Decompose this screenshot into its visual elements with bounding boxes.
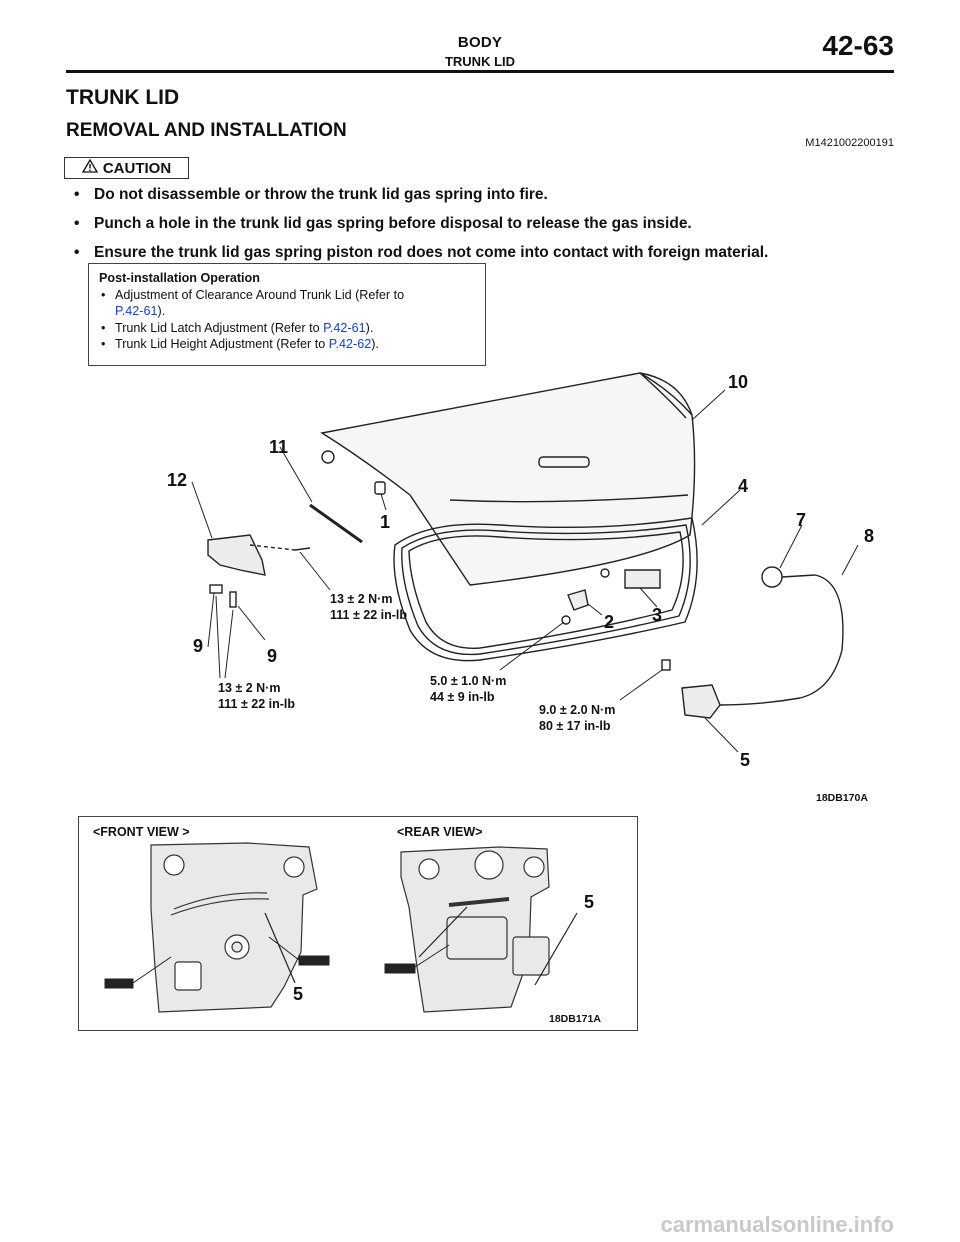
post-installation-item: • Adjustment of Clearance Around Trunk Lid (Refer to P.42-61). <box>99 287 485 320</box>
callout-5: 5 <box>584 892 595 912</box>
page-title: TRUNK LID <box>66 86 180 109</box>
callout-7: 7 <box>796 510 807 530</box>
callout-4: 4 <box>738 476 749 496</box>
rear-view-label: <REAR VIEW> <box>397 825 483 839</box>
page-reference-link[interactable]: P.42-62 <box>328 337 372 351</box>
callout-5: 5 <box>740 750 751 770</box>
callout-5: 5 <box>293 984 304 1004</box>
callout-10: 10 <box>728 372 749 392</box>
latch-views-figure <box>78 816 638 1031</box>
trunk-lid-exploded-diagram <box>80 360 900 805</box>
figure-id: 18DB170A <box>816 792 868 804</box>
header-rule <box>66 70 894 73</box>
callout-12: 12 <box>167 470 188 490</box>
callout-3: 3 <box>652 605 663 625</box>
caution-item: • Punch a hole in the trunk lid gas spring before disposal to release the gas inside. <box>72 209 902 238</box>
subsection-title: TRUNK LID <box>444 54 516 69</box>
post-installation-item: • Trunk Lid Latch Adjustment (Refer to P.42-61). <box>99 320 485 337</box>
page-reference-link[interactable]: P.42-61 <box>323 320 366 335</box>
callout-1: 1 <box>380 512 391 532</box>
front-view-label: <FRONT VIEW > <box>93 825 190 839</box>
figure-id: 18DB171A <box>549 1013 601 1025</box>
caution-label: CAUTION <box>102 159 172 177</box>
callout-8: 8 <box>864 526 875 546</box>
post-installation-item: • Trunk Lid Height Adjustment (Refer to P.42-62). <box>99 336 485 353</box>
document-code: M1421002200191 <box>805 137 894 149</box>
torque-spec: 13 ± 2 N·m 111 ± 22 in-lb <box>218 681 296 711</box>
trunk-lid-illustration <box>80 360 900 805</box>
callout-9: 9 <box>193 636 204 656</box>
torque-spec: 9.0 ± 2.0 N·m 80 ± 17 in-lb <box>539 703 616 733</box>
caution-badge <box>64 157 189 179</box>
caution-item: • Do not disassemble or throw the trunk lid gas spring into fire. <box>72 180 902 209</box>
page-number: 42-63 <box>822 30 894 61</box>
page-reference-link[interactable]: P.42-61 <box>115 304 158 318</box>
callout-2: 2 <box>604 612 615 632</box>
section-title: BODY <box>457 34 503 51</box>
warning-triangle-icon <box>82 159 98 177</box>
procedure-title: REMOVAL AND INSTALLATION <box>66 120 347 141</box>
caution-list <box>72 180 902 267</box>
caution-item: • Ensure the trunk lid gas spring piston rod does not come into contact with foreign material. <box>72 238 902 267</box>
callout-9: 9 <box>267 646 278 666</box>
torque-spec: 13 ± 2 N·m 111 ± 22 in-lb <box>330 592 408 622</box>
post-installation-title: Post-installation Operation <box>99 271 260 285</box>
torque-spec: 5.0 ± 1.0 N·m 44 ± 9 in-lb <box>430 674 507 704</box>
watermark: carmanualsonline.info <box>660 1212 894 1237</box>
latch-illustration <box>79 817 637 1030</box>
post-installation-box <box>88 263 486 366</box>
callout-11: 11 <box>269 437 289 457</box>
